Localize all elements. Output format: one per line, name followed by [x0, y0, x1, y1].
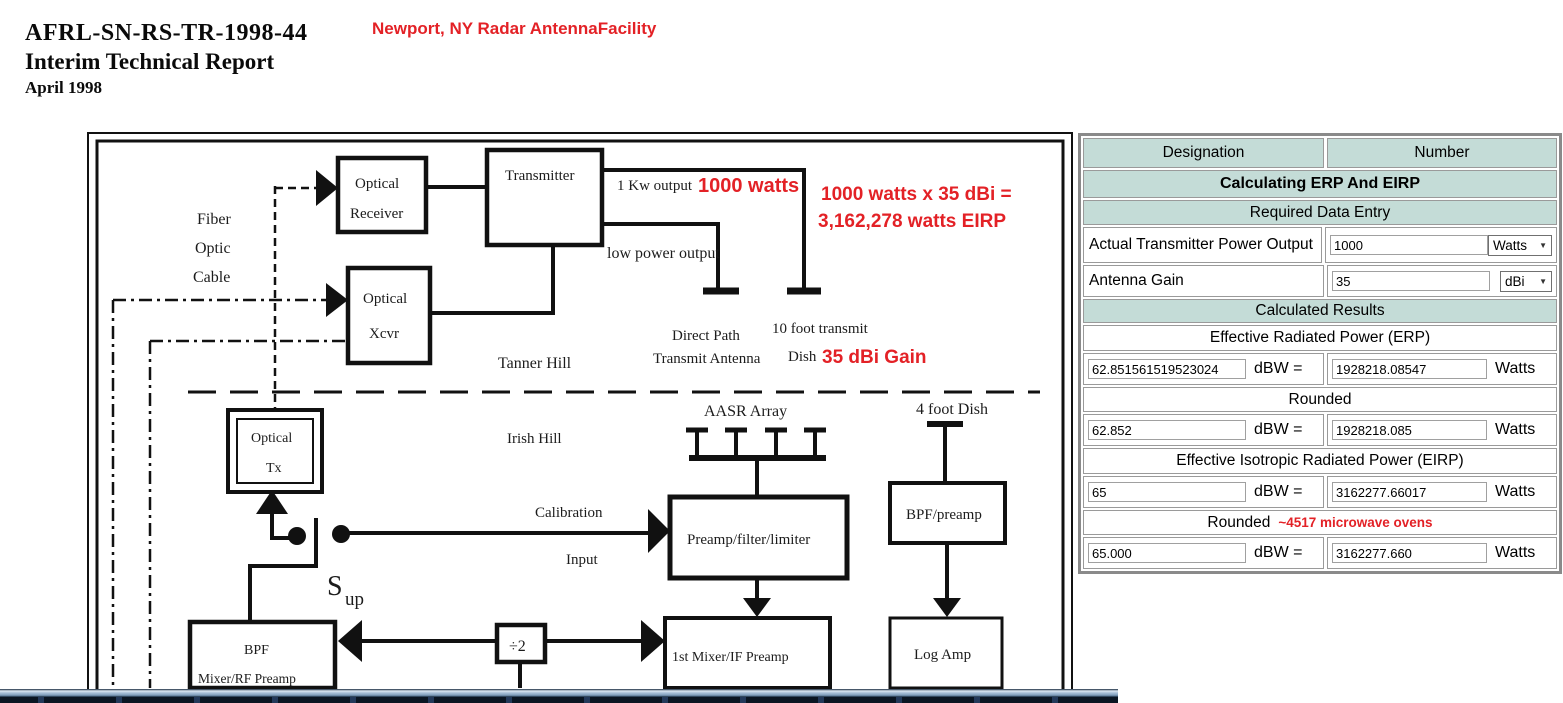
- dbw-equals-label: dBW =: [1254, 483, 1303, 500]
- power-output-label: Actual Transmitter Power Output: [1083, 227, 1322, 263]
- aasr-array-label: AASR Array: [704, 403, 788, 420]
- erp-watts-input[interactable]: [1332, 359, 1487, 379]
- bpf-label-2: Mixer/RF Preamp: [198, 671, 296, 686]
- facility-title: Newport, NY Radar AntennaFacility: [372, 19, 657, 38]
- report-date: April 1998: [25, 77, 102, 97]
- kw-output-label: 1 Kw output: [617, 178, 692, 194]
- eirp-dbw-rounded-input[interactable]: [1088, 543, 1246, 563]
- calibration-input-label: Input: [566, 552, 598, 568]
- gain-unit-select[interactable]: [1500, 271, 1552, 292]
- fiber-label-3: Cable: [193, 269, 231, 286]
- table-title: Calculating ERP And EIRP: [1083, 170, 1557, 198]
- eirp-calc-annotation-1: 1000 watts x 35 dBi =: [821, 184, 1012, 205]
- eirp-calc-annotation-2: 3,162,278 watts EIRP: [818, 211, 1006, 232]
- optical-tx-label-2: Tx: [266, 461, 282, 476]
- calibration-label: Calibration: [535, 505, 603, 521]
- power-unit-select[interactable]: [1488, 235, 1552, 256]
- fiber-label-2: Optic: [195, 240, 231, 257]
- power-unit-value: Watts: [1493, 237, 1528, 253]
- power-output-input[interactable]: [1330, 235, 1488, 255]
- window-bottom-bar: [0, 689, 1118, 697]
- eirp-watts-input[interactable]: [1332, 482, 1487, 502]
- watts-label: Watts: [1495, 421, 1536, 438]
- transmitter-label: Transmitter: [505, 168, 575, 184]
- switch-contact-dot: [332, 525, 350, 543]
- erp-rounded-heading: Rounded: [1083, 387, 1557, 412]
- tanner-hill-label: Tanner Hill: [498, 355, 572, 372]
- optical-xcvr-label-1: Optical: [363, 291, 408, 307]
- switch-contact-dot: [288, 527, 306, 545]
- optical-xcvr-box: [348, 268, 430, 363]
- ten-foot-label-1: 10 foot transmit: [772, 321, 868, 337]
- dbw-equals-label: dBW =: [1254, 421, 1303, 438]
- transmitter-box: [487, 150, 602, 245]
- irish-hill-label: Irish Hill: [507, 431, 562, 447]
- watts-1000-annotation: 1000 watts: [698, 175, 800, 197]
- watts-label: Watts: [1495, 544, 1536, 561]
- report-type: Interim Technical Report: [25, 49, 275, 74]
- antenna-gain-input[interactable]: [1332, 271, 1490, 291]
- eirp-watts-rounded-input[interactable]: [1332, 543, 1487, 563]
- direct-path-label-1: Direct Path: [672, 328, 740, 344]
- eirp-heading: Effective Isotropic Radiated Power (EIRP): [1083, 448, 1557, 474]
- dropdown-arrow-icon: ▼: [1539, 276, 1547, 286]
- dbw-equals-label: dBW =: [1254, 360, 1303, 377]
- erp-calculator-table: [1078, 133, 1562, 574]
- eirp-dbw-input[interactable]: [1088, 482, 1246, 502]
- switch-sup-label: S: [327, 571, 343, 602]
- required-data-entry-header: Required Data Entry: [1083, 200, 1557, 225]
- ten-foot-label-2: Dish: [788, 349, 817, 365]
- optical-tx-label-1: Optical: [251, 431, 293, 446]
- four-foot-dish-label: 4 foot Dish: [916, 401, 988, 418]
- erp-dbw-rounded-input[interactable]: [1088, 420, 1246, 440]
- column-header-designation: Designation: [1083, 138, 1324, 168]
- dbw-equals-label: dBW =: [1254, 544, 1303, 561]
- preamp-filter-limiter-label: Preamp/filter/limiter: [687, 532, 811, 548]
- calculated-results-header: Calculated Results: [1083, 299, 1557, 323]
- report-id: AFRL-SN-RS-TR-1998-44: [25, 20, 308, 46]
- erp-dbw-input[interactable]: [1088, 359, 1246, 379]
- low-power-output-label: low power output: [607, 245, 720, 262]
- fiber-label-1: Fiber: [197, 211, 231, 228]
- connector-lines: [250, 170, 947, 688]
- rounded-label: Rounded: [1207, 513, 1271, 531]
- dropdown-arrow-icon: ▼: [1539, 240, 1547, 250]
- taskbar-edge: [0, 697, 1118, 703]
- erp-watts-rounded-input[interactable]: [1332, 420, 1487, 440]
- antenna-gain-label: Antenna Gain: [1083, 265, 1324, 297]
- watts-label: Watts: [1495, 360, 1536, 377]
- optical-receiver-label-2: Receiver: [350, 206, 404, 222]
- aasr-array-icon: [686, 430, 826, 458]
- bpf-preamp-label: BPF/preamp: [906, 507, 982, 523]
- direct-path-label-2: Transmit Antenna: [653, 351, 761, 367]
- log-amp-label: Log Amp: [914, 647, 972, 663]
- microwave-ovens-note: ~4517 microwave ovens: [1278, 515, 1433, 530]
- watts-label: Watts: [1495, 483, 1536, 500]
- optical-receiver-label-1: Optical: [355, 176, 400, 192]
- column-header-number: Number: [1327, 138, 1557, 168]
- first-mixer-label: 1st Mixer/IF Preamp: [672, 650, 789, 665]
- dish-gain-annotation: 35 dBi Gain: [822, 347, 927, 368]
- gain-unit-value: dBi: [1505, 273, 1525, 289]
- switch-sup-subscript: up: [345, 589, 364, 610]
- optical-xcvr-label-2: Xcvr: [369, 326, 399, 342]
- bpf-label-1: BPF: [244, 643, 269, 658]
- divide-by-two-label: ÷2: [509, 638, 526, 655]
- eirp-rounded-heading: [1083, 510, 1557, 535]
- erp-heading: Effective Radiated Power (ERP): [1083, 325, 1557, 351]
